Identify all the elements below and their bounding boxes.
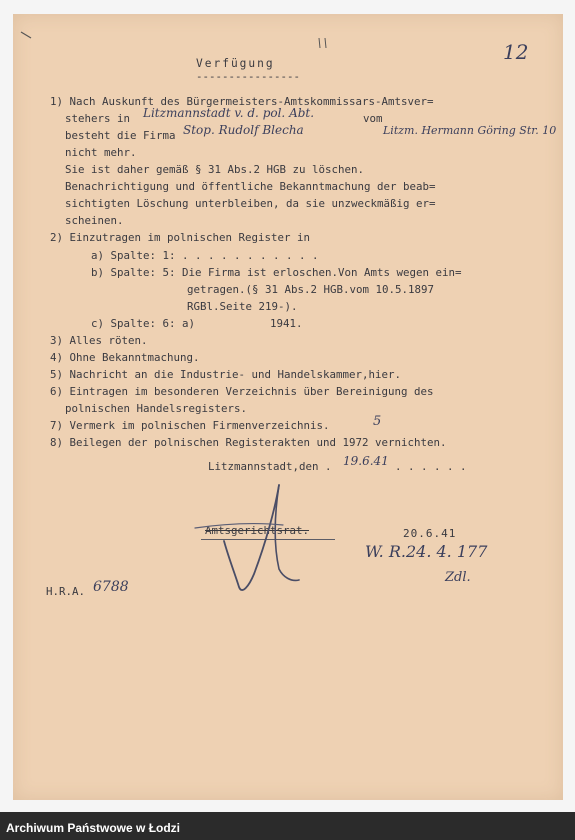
item4: 4) Ohne Bekanntmachung. — [50, 351, 200, 364]
document-page — [13, 14, 563, 800]
item1-line6: Benachrichtigung und öffentliche Bekanntmachung der beab= — [65, 180, 436, 193]
archive-name: Archiwum Państwowe w Łodzi — [6, 821, 181, 835]
item1-line7: sichtigten Löschung unterbleiben, da sie unzweckmäßig er= — [65, 197, 436, 210]
item6-line1: 6) Eintragen im besonderen Verzeichnis über Bereinigung des — [50, 385, 434, 398]
item1-handwritten-firm: Stop. Rudolf Blecha — [183, 123, 304, 137]
item1-line2: stehers in — [65, 112, 131, 125]
item1-line2-end: vom — [363, 112, 383, 125]
title-rule: ---------------- — [196, 70, 301, 83]
item3: 3) Alles röten. — [50, 334, 148, 347]
item8: 8) Beilegen der polnischen Registerakten und 1972 vernichten. — [50, 436, 447, 449]
item2-line1: 2) Einzutragen im polnischen Register in — [50, 231, 311, 244]
page-number: 12 — [503, 40, 529, 64]
handwritten-note: W. R.24. 4. 177 — [365, 542, 488, 561]
item6-line2: polnischen Handelsregisters. — [65, 402, 248, 415]
item5: 5) Nachricht an die Industrie- und Handelskammer,hier. — [50, 368, 402, 381]
signature-title: Amtsgerichtsrat. — [205, 524, 310, 537]
item2-b3: RGBl.Seite 219-). — [187, 300, 298, 313]
item2-a: a) Spalte: 1: . . . . . . . . . . . — [91, 249, 319, 262]
document-title: Verfügung — [196, 57, 275, 70]
item7: 7) Vermerk im polnischen Firmenverzeichnis. — [50, 419, 330, 432]
stamp-date: 20.6.41 — [403, 527, 457, 540]
place-date-handwritten: 19.6.41 — [343, 454, 389, 468]
item1-line3: besteht die Firma — [65, 129, 176, 142]
place-date: Litzmannstadt,den . — [208, 460, 332, 473]
place-date-dots: . . . . . . — [395, 460, 467, 473]
item2-c: c) Spalte: 6: a) — [91, 317, 196, 330]
reference-number: 6788 — [93, 579, 129, 595]
item1-handwritten-address: Litzm. Hermann Göring Str. 10 — [383, 124, 557, 137]
handwritten-note-2: Zdl. — [445, 570, 471, 585]
item1-line8: scheinen. — [65, 214, 124, 227]
signature-scribble-icon — [13, 14, 563, 800]
item2-b1: b) Spalte: 5: Die Firma ist erloschen.Von Amts wegen ein= — [91, 266, 462, 279]
item1-handwritten-place: Litzmannstadt v. d. pol. Abt. — [143, 106, 315, 120]
item1-line4: nicht mehr. — [65, 146, 137, 159]
item1-line1: 1) Nach Auskunft des Bürgermeisters-Amtskommissars-Amtsver= — [50, 95, 434, 108]
archive-footer — [0, 812, 575, 840]
item2-c-year: 1941. — [270, 317, 303, 330]
item7-handwritten: 5 — [373, 414, 382, 429]
item1-line5: Sie ist daher gemäß § 31 Abs.2 HGB zu löschen. — [65, 163, 365, 176]
reference-prefix: H.R.A. — [46, 585, 86, 598]
item2-b2: getragen.(§ 31 Abs.2 HGB.vom 10.5.1897 — [187, 283, 435, 296]
